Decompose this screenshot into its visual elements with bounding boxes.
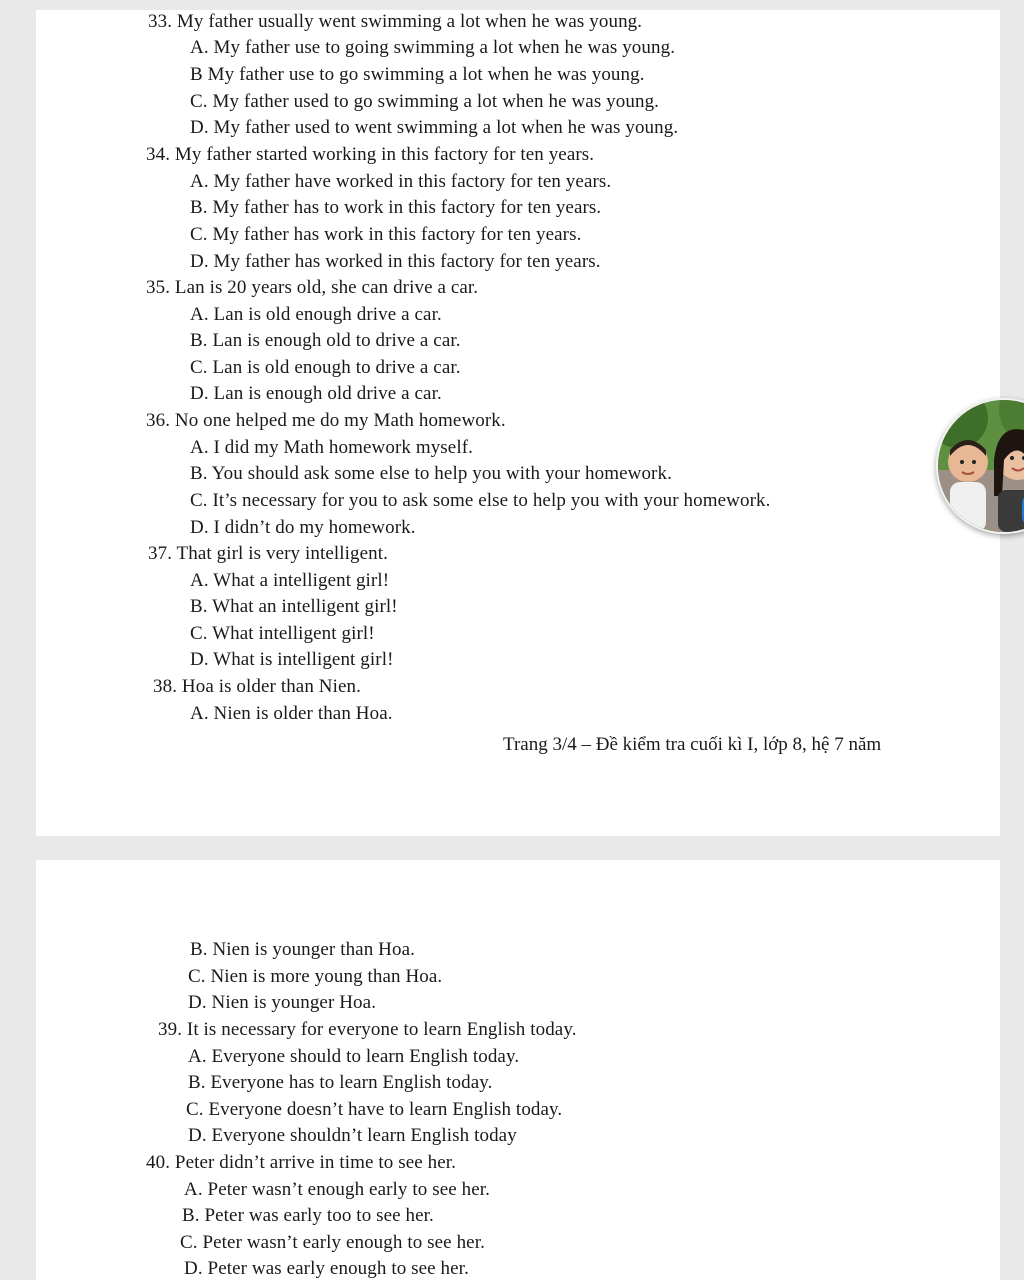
option-37-c: C. What intelligent girl! [190,623,375,644]
option-35-d: D. Lan is enough old drive a car. [190,383,442,404]
option-33-b: B My father use to go swimming a lot when he was young. [190,64,645,85]
option-34-c: C. My father has work in this factory for ten years. [190,224,582,245]
option-40-c: C. Peter wasn’t early enough to see her. [180,1232,485,1253]
option-40-b: B. Peter was early too to see her. [182,1205,434,1226]
question-39: 39. It is necessary for everyone to learn English today. [158,1019,577,1040]
question-37: 37. That girl is very intelligent. [148,543,388,564]
option-33-d: D. My father used to went swimming a lot when he was young. [190,117,679,138]
option-34-a: A. My father have worked in this factory for ten years. [190,171,612,192]
option-35-a: A. Lan is old enough drive a car. [190,304,442,325]
option-38-d: D. Nien is younger Hoa. [188,992,377,1013]
question-40: 40. Peter didn’t arrive in time to see her. [146,1152,456,1173]
question-36: 36. No one helped me do my Math homework. [146,410,506,431]
question-35: 35. Lan is 20 years old, she can drive a car. [146,277,479,298]
option-40-d: D. Peter was early enough to see her. [184,1258,469,1279]
option-35-b: B. Lan is enough old to drive a car. [190,330,461,351]
option-34-b: B. My father has to work in this factory for ten years. [190,197,602,218]
option-39-d: D. Everyone shouldn’t learn English today [188,1125,517,1146]
option-36-b: B. You should ask some else to help you with your homework. [190,463,672,484]
option-40-a: A. Peter wasn’t enough early to see her. [184,1179,490,1200]
document-page-4 [36,860,1000,1280]
option-35-c: C. Lan is old enough to drive a car. [190,357,461,378]
option-38-a: A. Nien is older than Hoa. [190,703,393,724]
option-37-a: A. What a intelligent girl! [190,570,390,591]
option-39-a: A. Everyone should to learn English today. [188,1046,520,1067]
option-37-d: D. What is intelligent girl! [190,649,394,670]
option-39-b: B. Everyone has to learn English today. [188,1072,493,1093]
option-36-a: A. I did my Math homework myself. [190,437,473,458]
option-38-b: B. Nien is younger than Hoa. [190,939,415,960]
option-37-b: B. What an intelligent girl! [190,596,398,617]
question-34: 34. My father started working in this factory for ten years. [146,144,595,165]
option-34-d: D. My father has worked in this factory for ten years. [190,251,601,272]
question-33: 33. My father usually went swimming a lot when he was young. [148,11,643,32]
option-38-c: C. Nien is more young than Hoa. [188,966,443,987]
option-33-a: A. My father use to going swimming a lot when he was young. [190,37,676,58]
page-footer: Trang 3/4 – Đề kiểm tra cuối kì I, lớp 8, hệ 7 năm [503,734,882,755]
option-36-c: C. It’s necessary for you to ask some else to help you with your homework. [190,490,771,511]
option-36-d: D. I didn’t do my homework. [190,517,416,538]
question-38: 38. Hoa is older than Nien. [153,676,361,697]
option-39-c: C. Everyone doesn’t have to learn English today. [186,1099,563,1120]
document-page-3 [36,10,1000,836]
option-33-c: C. My father used to go swimming a lot when he was young. [190,91,660,112]
